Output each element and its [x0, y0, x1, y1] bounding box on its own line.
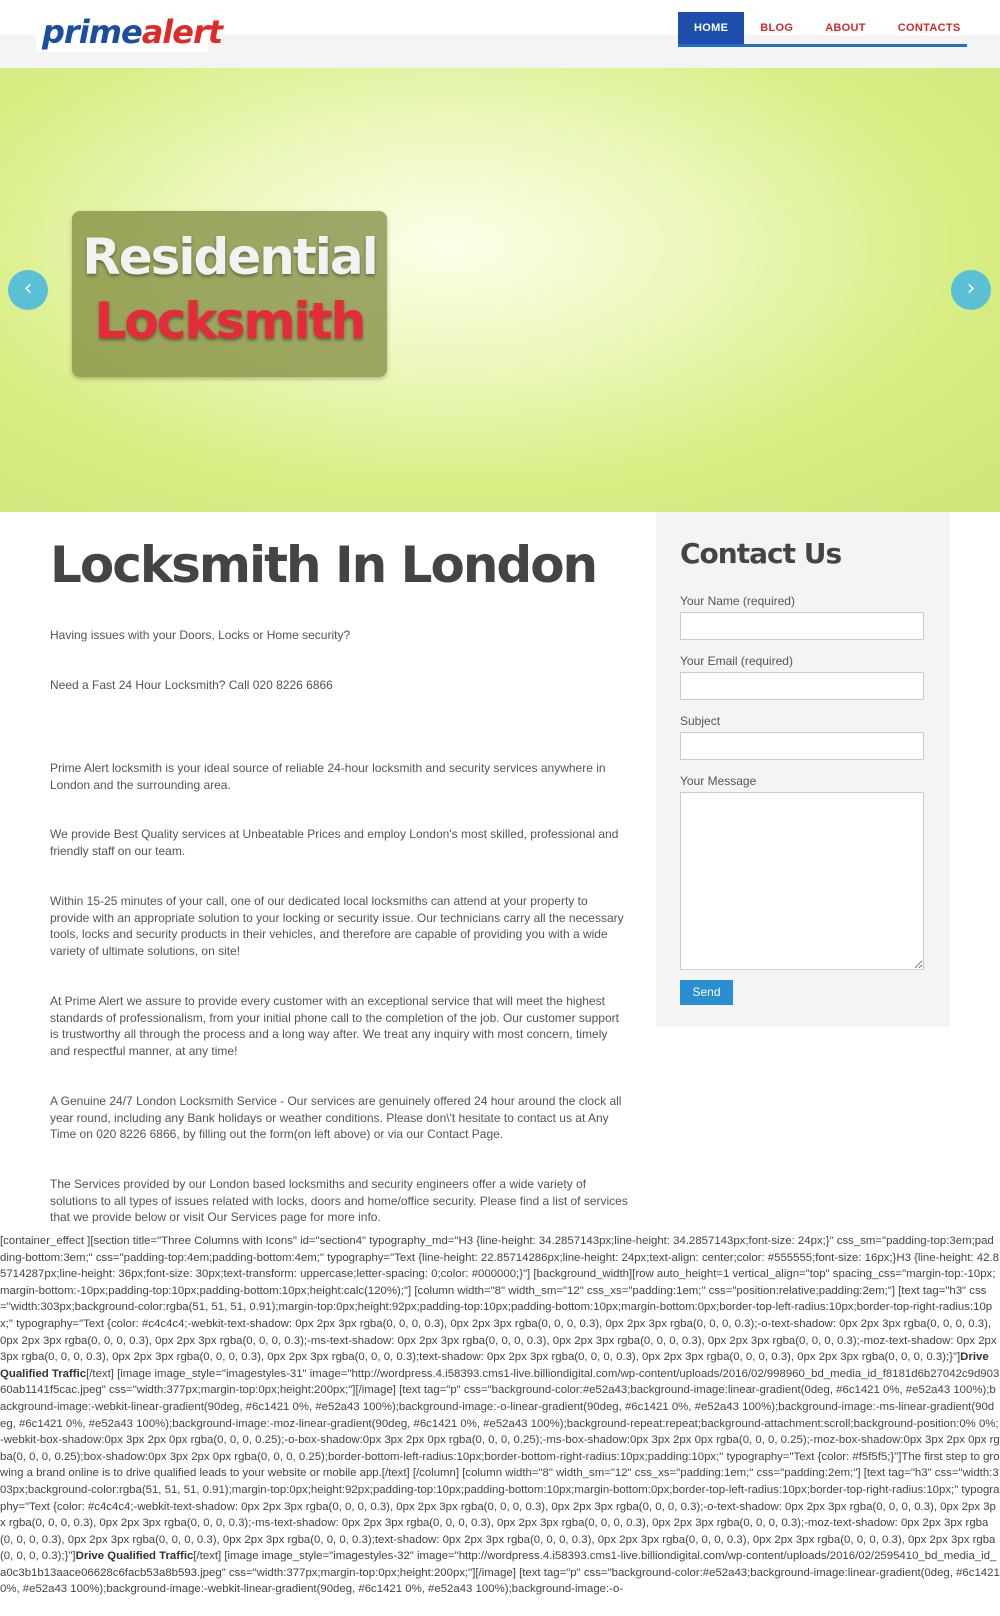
raw-shortcode-text — [0, 1233, 1000, 1616]
name-field[interactable] — [680, 612, 924, 640]
main-content — [50, 530, 630, 600]
hero-title-line1: Residential — [82, 228, 377, 286]
hero-slider — [0, 68, 1000, 512]
slider-prev-arrow-icon[interactable]: ‹ — [8, 270, 48, 310]
body-paragraph-5: A Genuine 24/7 London Locksmith Service - Our services are genuinely offered 24 hour around the clock all year round, including any Bank holidays or weather conditions. Please don\'t hesitate to contact us at Any Time on 020 8226 6866, by filling out the form(on left above) or via our Contact Page. — [50, 1094, 622, 1141]
intro-paragraph: Having issues with your Doors, Locks or Home security? — [50, 628, 351, 642]
send-button[interactable]: Send — [680, 980, 733, 1005]
email-label: Your Email (required) — [680, 654, 793, 668]
contact-sidebar — [656, 512, 950, 1027]
nav-contacts[interactable]: CONTACTS — [897, 22, 961, 34]
page-title: Locksmith In London — [50, 536, 597, 594]
email-field[interactable] — [680, 672, 924, 700]
body-paragraph-4: At Prime Alert we assure to provide every customer with an exceptional service that will meet the highest standards of professionalism, from your initial phone call to the completion of the job. Our customer support is trustworthy all through the process and a long way after. We treat any inquiry with most concern, timely and respectful manner, at any time! — [50, 994, 619, 1058]
subject-field[interactable] — [680, 732, 924, 760]
hero-title-line2: Locksmith — [94, 292, 365, 350]
shortcode-bold-1: Drive Qualified Traffic — [0, 1351, 989, 1380]
body-paragraph-3: Within 15-25 minutes of your call, one of our dedicated local locksmiths can attend at your property to provide with an appropriate solution to your locking or security issue. Our technicians carry all the necessary tools, locks and security products in their vehicles, and therefore are capable of providing you with a wide variety of ultimate solutions, on site! — [50, 894, 624, 958]
message-field[interactable] — [680, 792, 924, 970]
call-paragraph: Need a Fast 24 Hour Locksmith? Call 020 8226 6866 — [50, 678, 333, 692]
main-nav — [678, 12, 977, 46]
nav-blog[interactable]: BLOG — [760, 22, 794, 34]
message-label: Your Message — [680, 774, 757, 788]
shortcode-bold-2: Drive Qualified Traffic — [75, 1550, 194, 1563]
nav-about[interactable]: ABOUT — [825, 22, 866, 34]
body-paragraph-2: We provide Best Quality services at Unbeatable Prices and employ London's most skilled, professional and friendly staff on our team. — [50, 827, 619, 858]
shortcode-part-3: [/text] [image image_style="imagestyles-32" image="http://wordpress.4.i58393.cms1-live.billiondigital.com/wp-content/uploads/2016/02/2595410_bd_media_id_a0c3b1b13aace06628c6facb53a8b593.jpeg" css="width:377px;margin-top:0px;height:200px;"][/image] [text tag="p" css="background-color:#e52a43;background-image:linear-gradient(0deg, #6c1421 0%, #e52a43 100%);background-image:-webkit-linear-gradient(90deg, #6c1421 0%, #e52a43 100%);background-image:-o- — [0, 1550, 1000, 1596]
shortcode-part-1: [container_effect ][section title="Three Columns with Icons" id="section4" typography_md="H3 {line-height: 34.2857143px;line-height: 34.2857143px;font-size: 24px;}" css_sm="padding-top:3em;padding-bottom:3em;" css="padding-top:4em;padding-bottom:4em;" typography="Text {line-height: 22.85714286px;line-height: 24px;text-align: center;color: #555555;font-size: 16px;}H3 {line-height: 42.85714287px;line-height: 36px;font-size: 30px;text-transform: uppercase;letter-spacing: 0;color: #000000;}"] [background_width][row auto_height=1 vertical_align="top" spacing_css="margin-top:-10px;margin-bottom:-10px;padding-top:10px;padding-bottom:10px;height:calc(120%);"] [column width="8" width_sm="12" css_xs="padding:1em;" css="position:relative;padding:2em;"] [text tag="h3" css="width:303px;background-color:rgba(51, 51, 51, 0.91);margin-top:0px;height:92px;padding-top:10px;padding-bottom:10px;margin-bottom:0px;border-top-left-radius:10px;border-top-right-radius:10px;" typography="Text {color: #c4c4c4;-webkit-text-shadow: 0px 2px 3px rgba(0, 0, 0, 0.3), 0px 2px 3px rgba(0, 0, 0, 0.3), 0px 2px 3px rgba(0, 0, 0, 0.3);-o-text-shadow: 0px 2px 3px rgba(0, 0, 0, 0.3), 0px 2px 3px rgba(0, 0, 0, 0.3), 0px 2px 3px rgba(0, 0, 0, 0.3);-ms-text-shadow: 0px 2px 3px rgba(0, 0, 0, 0.3), 0px 2px 3px rgba(0, 0, 0, 0.3), 0px 2px 3px rgba(0, 0, 0, 0.3);-moz-text-shadow: 0px 2px 3px rgba(0, 0, 0, 0.3), 0px 2px 3px rgba(0, 0, 0, 0.3), 0px 2px 3px rgba(0, 0, 0, 0.3);text-shadow: 0px 2px 3px rgba(0, 0, 0, 0.3), 0px 2px 3px rgba(0, 0, 0, 0.3), 0px 2px 3px rgba(0, 0, 0, 0.3);}"] — [0, 1235, 999, 1364]
contact-title: Contact Us — [680, 537, 842, 570]
site-header — [0, 0, 1000, 68]
slider-next-arrow-icon[interactable]: › — [951, 270, 991, 310]
site-logo[interactable] — [36, 12, 223, 52]
name-label: Your Name (required) — [680, 594, 795, 608]
nav-home[interactable]: HOME — [678, 12, 744, 44]
subject-label: Subject — [680, 714, 721, 728]
shortcode-part-2: [/text] [image image_style="imagestyles-31" image="http://wordpress.4.i58393.cms1-live.billiondigital.com/wp-content/uploads/2016/02/998960_bd_media_id_f8181d6b27042c9d90360ab1141f5cac.jpeg" css="width:377px;margin-top:0px;height:200px;"][/image] [text tag="p" css="background-color:#e52a43;background-image:linear-gradient(0deg, #6c1421 0%, #e52a43 100%);background-image:-webkit-linear-gradient(90deg, #6c1421 0%, #e52a43 100%);background-image:-o-linear-gradient(90deg, #6c1421 0%, #e52a43 100%);background-image:-ms-linear-gradient(90deg, #6c1421 0%, #e52a43 100%);background-image:-moz-linear-gradient(90deg, #6c1421 0%, #e52a43 100%);background-repeat:repeat;background-attachment:scroll;background-position:0% 0%;-webkit-box-shadow:0px 3px 2px 0px rgba(0, 0, 0, 0.25);-o-box-shadow:0px 3px 2px 0px rgba(0, 0, 0, 0.25);-ms-box-shadow:0px 3px 2px 0px rgba(0, 0, 0, 0.25);-moz-box-shadow:0px 3px 2px 0px rgba(0, 0, 0, 0.25);box-shadow:0px 3px 2px 0px rgba(0, 0, 0, 0.25);border-bottom-left-radius:10px;border-bottom-right-radius:10px;padding:10px;" typography="Text {color: #f5f5f5;}"]The first step to growing a brand online is to drive qualified leads to your website or mobile app.[/text] [/column] [column width="8" width_sm="12" css_xs="padding:1em;" css="padding:2em;"] [text tag="h3" css="width:303px;background-color:rgba(51, 51, 51, 0.91);margin-top:0px;height:92px;padding-top:10px;padding-bottom:10px;margin-bottom:0px;border-top-left-radius:10px;border-top-right-radius:10px;" typography="Text {color: #c4c4c4;-webkit-text-shadow: 0px 2px 3px rgba(0, 0, 0, 0.3), 0px 2px 3px rgba(0, 0, 0, 0.3), 0px 2px 3px rgba(0, 0, 0, 0.3);-o-text-shadow: 0px 2px 3px rgba(0, 0, 0, 0.3), 0px 2px 3px rgba(0, 0, 0, 0.3), 0px 2px 3px rgba(0, 0, 0, 0.3);-ms-text-shadow: 0px 2px 3px rgba(0, 0, 0, 0.3), 0px 2px 3px rgba(0, 0, 0, 0.3), 0px 2px 3px rgba(0, 0, 0, 0.3);-moz-text-shadow: 0px 2px 3px rgba(0, 0, 0, 0.3), 0px 2px 3px rgba(0, 0, 0, 0.3), 0px 2px 3px rgba(0, 0, 0, 0.3);text-shadow: 0px 2px 3px rgba(0, 0, 0, 0.3), 0px 2px 3px rgba(0, 0, 0, 0.3), 0px 2px 3px rgba(0, 0, 0, 0.3), 0px 2px 3px rgba(0, 0, 0, 0.3);}"] — [0, 1367, 1000, 1563]
body-paragraph-1: Prime Alert locksmith is your ideal source of reliable 24-hour locksmith and security services anywhere in London and the surrounding area. — [50, 761, 606, 792]
nav-underline — [678, 44, 967, 47]
logo-prime-text: prime — [42, 13, 142, 51]
logo-alert-text: alert — [141, 13, 223, 51]
hero-caption-panel — [72, 211, 387, 377]
body-paragraph-6: The Services provided by our London based locksmiths and security engineers offer a wide variety of solutions to all types of issues related with locks, doors and home/office security. Please find a list of services that we provide below or visit Our Services page for more info. — [50, 1177, 628, 1224]
